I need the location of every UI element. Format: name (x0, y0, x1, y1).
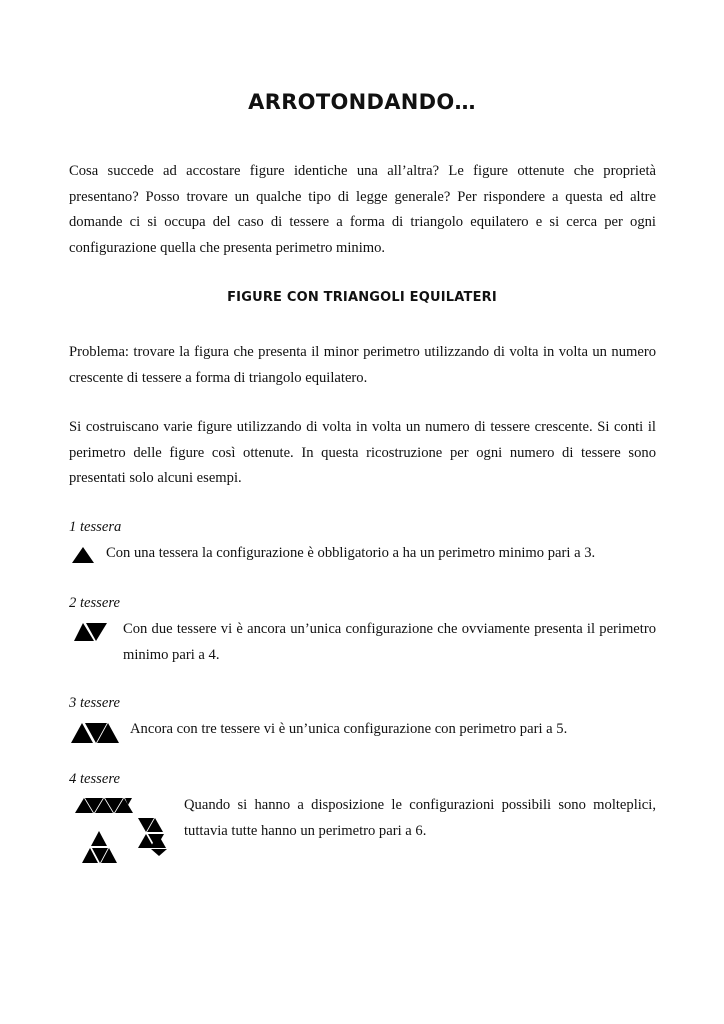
case-text-4: Quando si hanno a disposizione le configurazioni possibili sono molteplici, tuttavia tutte hanno un perimetro pari a 6. (184, 797, 656, 839)
triangle-4-tiles-figures (74, 797, 174, 869)
construction-paragraph: Si costruiscano varie figure utilizzando di volta in volta un numero di tessere crescente. Si conti il perimetro delle figure così ottenute. In questa ricostruzione per ogni numero di tessere sono presentati solo alcuni esempi. (69, 419, 656, 487)
page-title: ARROTONDANDO… (248, 90, 476, 114)
case-label-1: 1 tessera (69, 519, 122, 535)
zigzag-configuration (138, 818, 167, 856)
section-title: FIGURE CON TRIANGOLI EQUILATERI (227, 290, 497, 305)
intro-paragraph: Cosa succede ad accostare figure identiche una all’altra? Le figure ottenute che proprietà presentano? Posso trovare un qualche tipo di legge generale? Per rispondere a questa ed altre domande ci si occupa del caso di tessere a forma di triangolo equilatero e si cerca per ogni configurazione quella che presenta perimetro minimo. (69, 163, 656, 256)
case-label-3: 3 tessere (69, 695, 120, 711)
case-text-1: Con una tessera la configurazione è obbligatorio a ha un perimetro minimo pari a 3. (106, 545, 596, 561)
problem-paragraph: Problema: trovare la figura che presenta il minor perimetro utilizzando di volta in volta un numero crescente di tessere a forma di triangolo equilatero. (69, 344, 656, 386)
big-triangle-configuration (82, 831, 117, 863)
strip-configuration (75, 798, 133, 813)
case-text-2: Con due tessere vi è ancora un’unica configurazione che ovviamente presenta il perimetro minimo pari a 4. (123, 621, 656, 663)
triangle-2-tiles-figure (73, 622, 109, 642)
case-label-4: 4 tessere (69, 771, 120, 787)
case-label-2: 2 tessere (69, 595, 120, 611)
triangle-3-tiles-figure (70, 722, 120, 744)
triangle-1-tile-figure (71, 546, 95, 564)
case-text-3: Ancora con tre tessere vi è un’unica configurazione con perimetro pari a 5. (130, 721, 568, 737)
